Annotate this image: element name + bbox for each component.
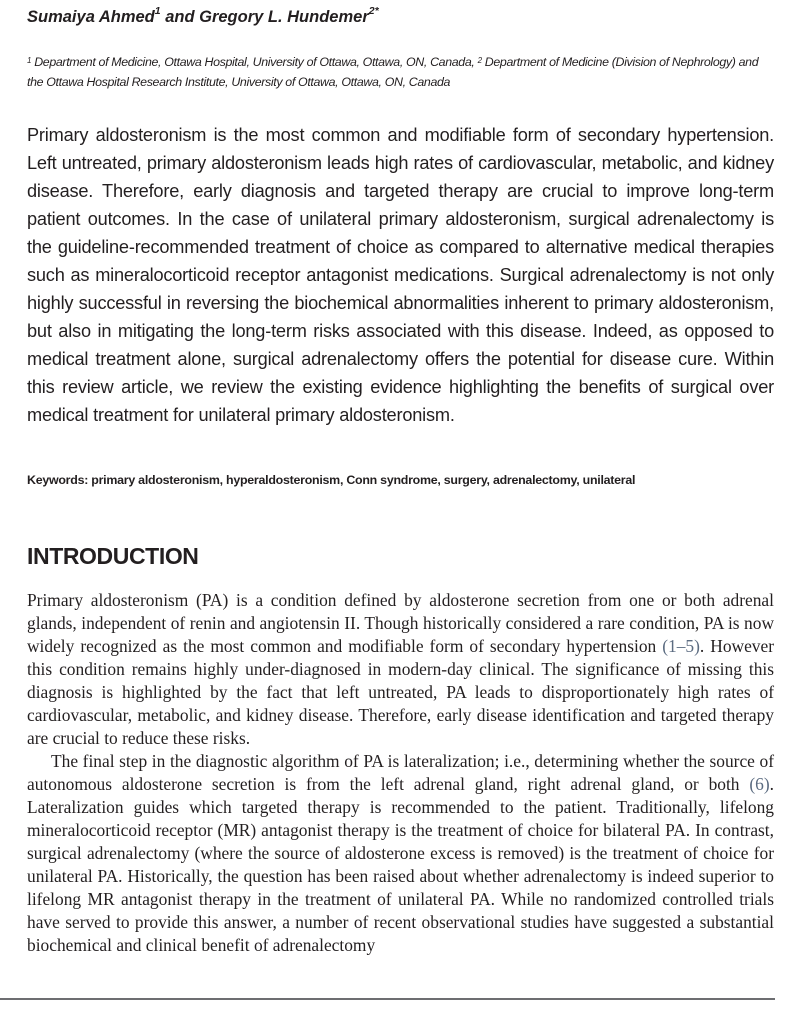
section-heading-introduction: INTRODUCTION	[27, 543, 199, 569]
abstract: Primary aldosteronism is the most common and modifiable form of secondary hypertension. Left untreated, primary aldosteronism leads high rates of cardiovascular, metabolic, and kidney disease. Therefore, early diagnosis and targeted therapy are crucial to improve long-term patient outcomes. In the case of unilateral primary aldosteronism, surgical adrenalectomy is the guideline-recommended treatment of choice as compared to alternative medical therapies such as mineralocorticoid receptor antagonist medications. Surgical adrenalectomy is not only highly successful in reversing the biochemical abnormalities inherent to primary aldosteronism, but also in mitigating the long-term risks associated with this disease. Indeed, as opposed to medical treatment alone, surgical adrenalectomy offers the potential for disease cure. Within this review article, we review the existing evidence highlighting the benefits of surgical over medical treatment for unilateral primary aldosteronism.	[27, 125, 774, 425]
affiliation-text: Department of Medicine, Ottawa Hospital, University of Ottawa, Ottawa, ON, Canada,	[31, 55, 478, 69]
citation-link[interactable]: (1–5)	[662, 636, 700, 656]
author-line	[27, 5, 379, 27]
affiliation-marker: 2	[477, 56, 482, 65]
affiliation-text: Department of Medicine (Division of Nephrology) and the Ottawa Hospital Research Institute, University of Ottawa, Ottawa, ON, Canada	[27, 55, 759, 89]
affiliation-marker: 1	[27, 56, 32, 65]
affiliations	[27, 52, 777, 92]
paragraph	[27, 750, 774, 957]
keywords: Keywords: primary aldosteronism, hyperaldosteronism, Conn syndrome, surgery, adrenalectomy, unilateral	[27, 473, 636, 487]
footer-divider	[0, 998, 775, 1000]
author-name: Sumaiya Ahmed	[27, 8, 155, 26]
affiliation-marker: 1	[154, 5, 161, 17]
author-conjunction: and	[160, 8, 200, 26]
paragraph	[27, 589, 774, 750]
paragraph-text: Primary aldosteronism (PA) is a condition defined by aldosterone secretion from one or both adrenal glands, independent of renin and angiotensin II. Though historically considered a rare condition, PA is now widely recognized as the most common and modifiable form of secondary hypertension	[27, 590, 774, 656]
author-name: Gregory L. Hundemer	[199, 8, 369, 26]
citation-link[interactable]: (6)	[749, 774, 770, 794]
paragraph-text: . However this condition remains highly under-diagnosed in modern-day clinical. The significance of missing this diagnosis is highlighted by the fact that left untreated, PA leads to disproportionately high rates of cardiovascular, metabolic, and kidney disease. Therefore, early disease identification and targeted therapy are crucial to reduce these risks.	[27, 636, 775, 748]
affiliation-marker: 2*	[368, 5, 379, 17]
paragraph-text: The final step in the diagnostic algorithm of PA is lateralization; i.e., determining whether the source of autonomous aldosterone secretion is from the left adrenal gland, right adrenal gland, or both	[27, 751, 774, 794]
introduction-body	[27, 589, 774, 957]
paragraph-text: . Lateralization guides which targeted therapy is recommended to the patient. Traditionally, lifelong mineralocorticoid receptor (MR) antagonist therapy is the treatment of choice for bilateral PA. In contrast, surgical adrenalectomy (where the source of aldosterone excess is removed) is the treatment of choice for unilateral PA. Historically, the question has been raised about whether adrenalectomy is indeed superior to lifelong MR antagonist therapy in the treatment of unilateral PA. While no randomized controlled trials have served to provide this answer, a number of recent observational studies have suggested a substantial biochemical and clinical benefit of adrenalectomy	[27, 774, 774, 955]
